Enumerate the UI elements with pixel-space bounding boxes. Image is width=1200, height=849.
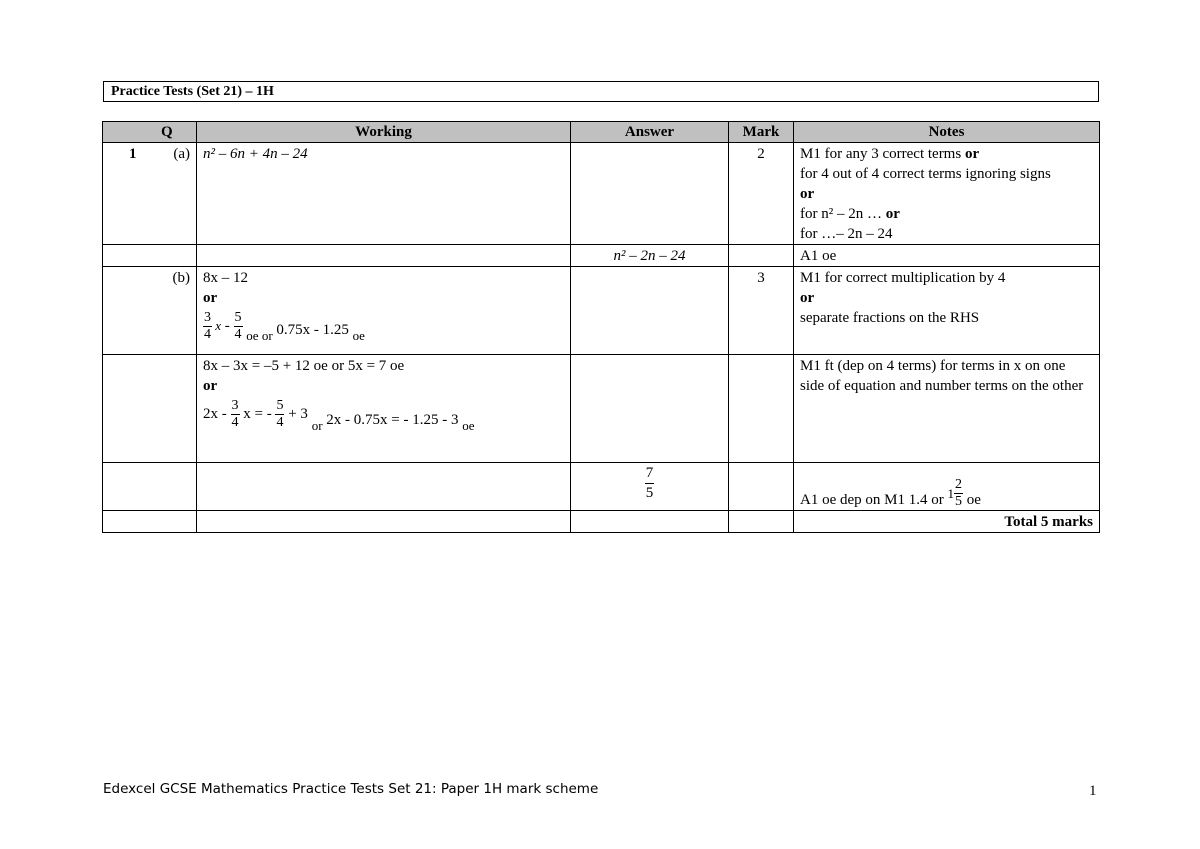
- mark-cell: 2: [729, 143, 794, 245]
- fraction: $\frac{3}{4}$: [204, 310, 211, 342]
- header-answer: Answer: [571, 122, 729, 143]
- page-number: 1: [1089, 783, 1097, 799]
- working-cell: [197, 245, 571, 267]
- answer-fraction: $\frac{7}{5}$: [645, 465, 654, 501]
- notes-cell: [794, 267, 1100, 355]
- fraction: $\frac{5}{4}$: [276, 398, 284, 430]
- q-cell: [103, 267, 197, 355]
- working-line: 8x – 12: [203, 270, 248, 286]
- table-header-row: [103, 122, 1100, 143]
- fraction: $\frac{5}{4}$: [234, 310, 242, 342]
- working-text: n² – 6n + 4n – 24: [203, 146, 308, 162]
- answer-text: n² – 2n – 24: [613, 248, 686, 264]
- q-cell: [103, 511, 197, 533]
- or-label: or: [203, 290, 218, 306]
- mark-cell: [729, 245, 794, 267]
- mark-cell: [729, 355, 794, 463]
- header-mark: Mark: [729, 122, 794, 143]
- working-cell: [197, 267, 571, 355]
- mark-cell: [729, 511, 794, 533]
- mark-scheme-table: [102, 121, 1100, 533]
- answer-cell: [571, 355, 729, 463]
- page-title: Practice Tests (Set 21) – 1H: [103, 81, 1099, 102]
- notes-cell: A1 oe dep on M1 1.4 or 1 $\frac{2}{5}$ oe: [794, 463, 1100, 511]
- q-cell: [103, 143, 197, 245]
- part-label: (b): [172, 270, 190, 286]
- q-cell: [103, 355, 197, 463]
- notes-line: separate fractions on the RHS: [800, 310, 980, 326]
- table-row: [103, 245, 1100, 267]
- working-cell: [197, 463, 571, 511]
- answer-cell: [571, 245, 729, 267]
- working-fractions: 2x - $\frac{3}{4}$ x = - $\frac{5}{4}$ + 3 or 2x - 0.75x = - 1.25 - 3 oe: [203, 398, 475, 433]
- notes-cell: [794, 143, 1100, 245]
- footer-text: Edexcel GCSE Mathematics Practice Tests Set 21: Paper 1H mark scheme: [103, 781, 599, 797]
- working-cell: [197, 511, 571, 533]
- working-line: 8x – 3x = –5 + 12 oe or 5x = 7 oe: [203, 358, 405, 374]
- q-cell: [103, 463, 197, 511]
- answer-cell: [571, 463, 729, 511]
- or-label: or: [800, 290, 815, 306]
- total-marks: Total 5 marks: [794, 511, 1100, 533]
- notes-cell: M1 ft (dep on 4 terms) for terms in x on one side of equation and number terms on the other: [794, 355, 1100, 463]
- working-fractions: $\frac{3}{4}$ x - $\frac{5}{4}$ oe or 0.75x - 1.25 oe: [204, 310, 365, 343]
- question-number: 1: [129, 146, 137, 162]
- working-cell: [197, 143, 571, 245]
- total-row: [103, 511, 1100, 533]
- notes-line: for 4 out of 4 correct terms ignoring signs: [800, 166, 1051, 182]
- table-row: [103, 143, 1100, 245]
- header-notes: Notes: [794, 122, 1100, 143]
- working-alt: 0.75x - 1.25: [276, 321, 349, 338]
- mark-cell: [729, 463, 794, 511]
- mark-cell: 3: [729, 267, 794, 355]
- notes-line: for …– 2n – 24: [800, 226, 893, 242]
- notes-line: A1 oe dep on M1 1.4 or: [800, 492, 948, 508]
- table-row: [103, 267, 1100, 355]
- header-working: Working: [197, 122, 571, 143]
- or-label: or: [885, 206, 900, 222]
- notes-line: M1 for any 3 correct terms: [800, 146, 962, 162]
- header-q: Q: [103, 122, 197, 143]
- working-cell: [197, 355, 571, 463]
- fraction: $\frac{3}{4}$: [231, 398, 239, 430]
- answer-cell: [571, 267, 729, 355]
- or-label: or: [800, 186, 815, 202]
- answer-cell: [571, 143, 729, 245]
- mixed-number: 1 $\frac{2}{5}$: [947, 477, 962, 509]
- notes-line: M1 for correct multiplication by 4: [800, 270, 1006, 286]
- notes-line: for n² – 2n …: [800, 206, 882, 222]
- part-label: (a): [173, 146, 190, 162]
- answer-cell: [571, 511, 729, 533]
- q-cell: [103, 245, 197, 267]
- table-row: [103, 463, 1100, 511]
- notes-cell: A1 oe: [794, 245, 1100, 267]
- table-row: [103, 355, 1100, 463]
- or-label: or: [203, 378, 218, 394]
- or-label: or: [964, 146, 980, 162]
